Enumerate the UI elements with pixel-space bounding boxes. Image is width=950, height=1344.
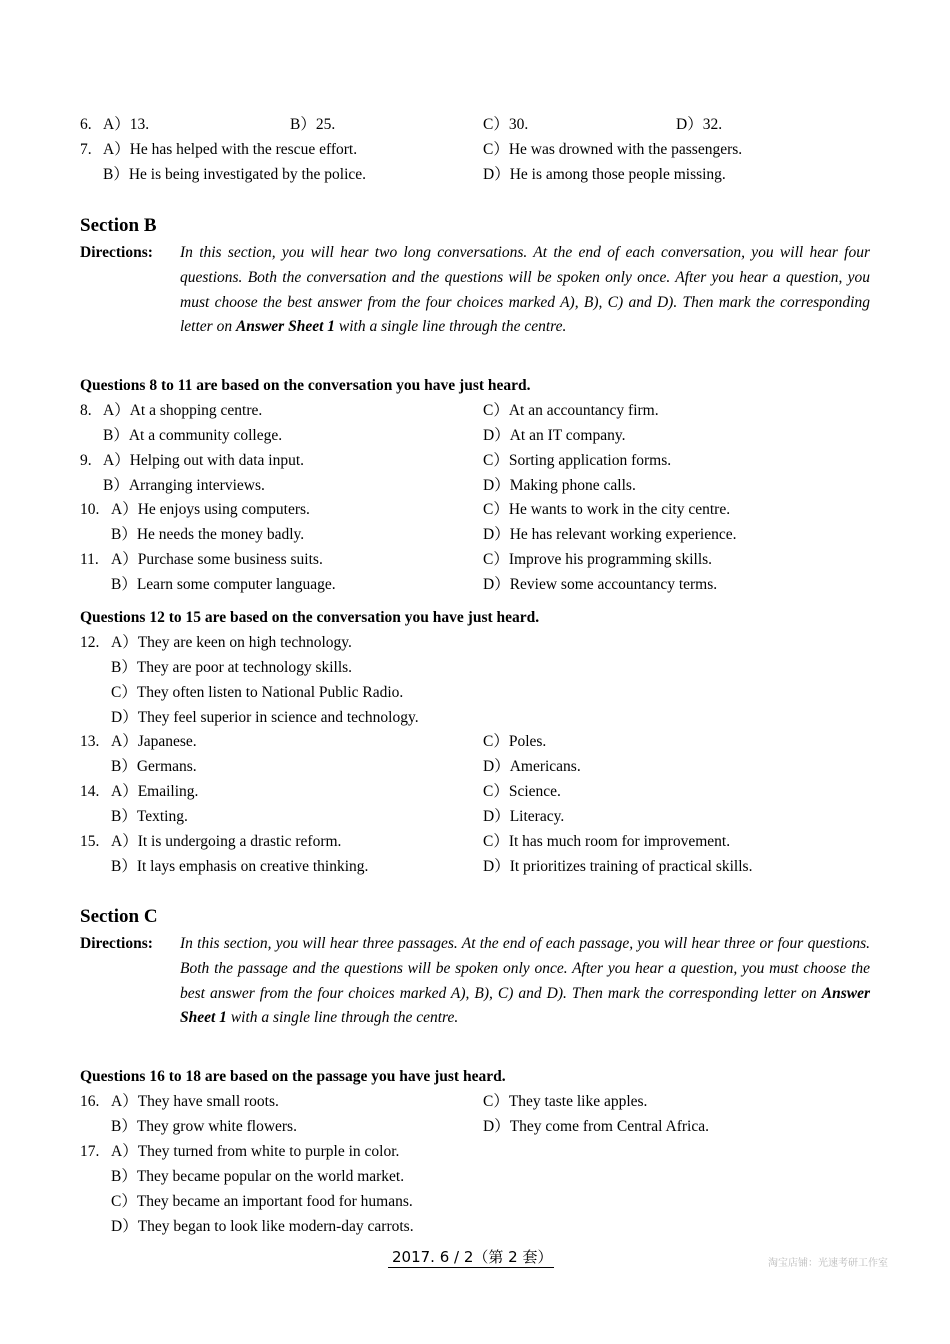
q12-option-a: A）They are keen on high technology. — [111, 634, 352, 651]
q6-number: 6. — [80, 116, 92, 133]
watermark: 淘宝店铺：光速考研工作室 — [768, 1258, 888, 1269]
section-b-title: Section B — [80, 215, 157, 236]
q11-option-a: A）Purchase some business suits. — [111, 551, 323, 568]
q11-option-b: B）Learn some computer language. — [111, 576, 336, 593]
q14-number: 14. — [80, 783, 100, 800]
group-16-18-heading: Questions 16 to 18 are based on the passage you have just heard. — [80, 1068, 506, 1085]
q14-option-d: D）Literacy. — [483, 808, 565, 825]
q14-option-a: A）Emailing. — [111, 783, 199, 800]
q6-option-a: A）13. — [103, 116, 150, 133]
q10-option-a: A）He enjoys using computers. — [111, 501, 310, 518]
group-12-15-heading: Questions 12 to 15 are based on the conversation you have just heard. — [80, 609, 540, 626]
q12-number: 12. — [80, 634, 100, 651]
q14-option-c: C）Science. — [483, 783, 561, 800]
answer-sheet-ref: Answer Sheet 1 — [180, 984, 870, 1027]
q17-option-c: C）They became an important food for humans. — [111, 1193, 413, 1210]
section-c-title: Section C — [80, 906, 158, 927]
q16-number: 16. — [80, 1093, 100, 1110]
q10-option-c: C）He wants to work in the city centre. — [483, 501, 731, 518]
q9-option-d: D）Making phone calls. — [483, 477, 636, 494]
q15-option-a: A）It is undergoing a drastic reform. — [111, 833, 342, 850]
q7-option-b: B）He is being investigated by the police. — [103, 166, 367, 183]
q8-option-a: A）At a shopping centre. — [103, 402, 263, 419]
q16-option-d: D）They come from Central Africa. — [483, 1118, 709, 1135]
q7-option-d: D）He is among those people missing. — [483, 166, 726, 183]
q15-option-b: B）It lays emphasis on creative thinking. — [111, 858, 369, 875]
q9-option-c: C）Sorting application forms. — [483, 452, 672, 469]
section-b-directions-label: Directions: — [80, 244, 153, 261]
q8-option-c: C）At an accountancy firm. — [483, 402, 659, 419]
q7-number: 7. — [80, 141, 92, 158]
q15-option-c: C）It has much room for improvement. — [483, 833, 731, 850]
q17-option-a: A）They turned from white to purple in color. — [111, 1143, 400, 1160]
q8-option-d: D）At an IT company. — [483, 427, 626, 444]
q16-option-c: C）They taste like apples. — [483, 1093, 648, 1110]
q15-option-d: D）It prioritizes training of practical skills. — [483, 858, 753, 875]
section-c-directions-text: In this section, you will hear three passages. At the end of each passage, you will hear three or four questions. Both the passage and the questions will be spoken only once. After you hear a question, you must choose the best answer from the four choices marked A), B), C) and D). Then mark the corresponding letter on Answer Sheet 1 with a single line through the centre. — [180, 935, 870, 1027]
q17-option-b: B）They became popular on the world market. — [111, 1168, 405, 1185]
q6-option-d: D）32. — [676, 116, 723, 133]
section-b-directions-text: In this section, you will hear two long conversations. At the end of each conversation, you will hear four questions. Both the conversation and the questions will be spoken only once. After you hear a question, you must choose the best answer from the four choices marked A), B), C) and D). Then mark the corresponding letter on Answer Sheet 1 with a single line through the centre. — [180, 244, 870, 336]
q14-option-b: B）Texting. — [111, 808, 188, 825]
answer-sheet-ref: Answer Sheet 1 — [235, 318, 336, 336]
q9-option-b: B）Arranging interviews. — [103, 477, 265, 494]
q17-option-d: D）They began to look like modern-day carrots. — [111, 1218, 414, 1235]
q11-number: 11. — [80, 551, 99, 568]
q13-number: 13. — [80, 733, 100, 750]
q7-option-a: A）He has helped with the rescue effort. — [103, 141, 358, 158]
q7-option-c: C）He was drowned with the passengers. — [483, 141, 743, 158]
q13-option-d: D）Americans. — [483, 758, 581, 775]
q10-option-b: B）He needs the money badly. — [111, 526, 305, 543]
q17-number: 17. — [80, 1143, 100, 1160]
q10-number: 10. — [80, 501, 100, 518]
q15-number: 15. — [80, 833, 100, 850]
q11-option-d: D）Review some accountancy terms. — [483, 576, 718, 593]
q12-option-b: B）They are poor at technology skills. — [111, 659, 353, 676]
q8-number: 8. — [80, 402, 92, 419]
q13-option-a: A）Japanese. — [111, 733, 197, 750]
q13-option-b: B）Germans. — [111, 758, 197, 775]
q16-option-b: B）They grow white flowers. — [111, 1118, 297, 1135]
group-8-11-heading: Questions 8 to 11 are based on the conversation you have just heard. — [80, 377, 531, 394]
q10-option-d: D）He has relevant working experience. — [483, 526, 737, 543]
q11-option-c: C）Improve his programming skills. — [483, 551, 713, 568]
q16-option-a: A）They have small roots. — [111, 1093, 279, 1110]
page-footer: 2017. 6 / 2（第 2 套） — [388, 1248, 554, 1268]
q9-number: 9. — [80, 452, 92, 469]
q13-option-c: C）Poles. — [483, 733, 547, 750]
q12-option-d: D）They feel superior in science and technology. — [111, 709, 419, 726]
q8-option-b: B）At a community college. — [103, 427, 283, 444]
q6-option-b: B）25. — [290, 116, 336, 133]
q9-option-a: A）Helping out with data input. — [103, 452, 305, 469]
q12-option-c: C）They often listen to National Public Radio. — [111, 684, 404, 701]
q6-option-c: C）30. — [483, 116, 529, 133]
section-c-directions-label: Directions: — [80, 935, 153, 952]
